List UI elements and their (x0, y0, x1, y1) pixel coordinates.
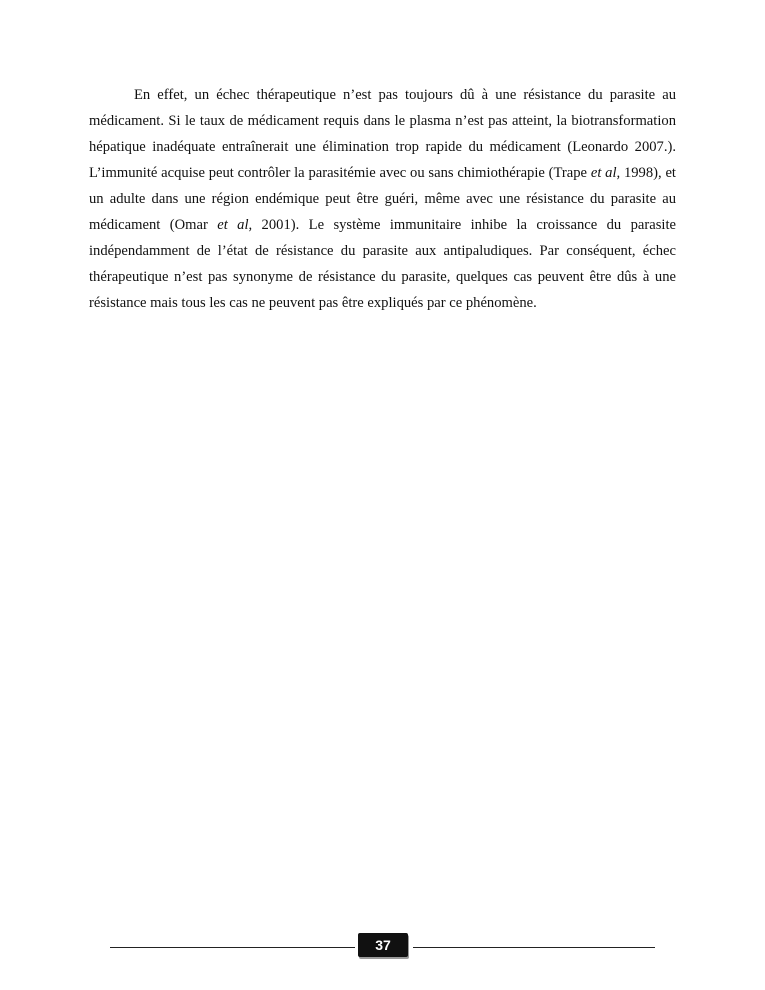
citation-et-al-2: et al, (217, 217, 253, 233)
page-number: 37 (358, 933, 408, 957)
citation-et-al-1: et al, (590, 165, 621, 181)
paragraph-text-part-1: En effet, un échec thérapeutique n’est pas toujours dû à une résistance du parasite au médicament. Si le taux de médicament requis dans le plasma n’est pas atteint, la biotransformation hépatique inadéquate entraînerait une élimination trop rapide du médicament (Leonardo 2007.). L’immunité acquise peut contrôler la parasitémie avec ou sans chimiothérapie (Trape (89, 87, 676, 181)
paragraph-text-part-2: 1998), et un adulte dans une région endémique peut être guéri, même avec une résistance du parasite au médicament (Omar (89, 165, 676, 233)
paragraph-text-part-3: 2001). Le système immunitaire inhibe la croissance du parasite indépendamment de l’état de résistance du parasite aux antipaludiques. Par conséquent, échec thérapeutique n’est pas synonyme de résistance du parasite, quelques cas peuvent être dûs à une résistance mais tous les cas ne peuvent pas être expliqués par ce phénomène. (89, 217, 676, 311)
page-footer (110, 932, 655, 962)
body-paragraph (89, 82, 676, 316)
page-number-container (355, 933, 413, 959)
